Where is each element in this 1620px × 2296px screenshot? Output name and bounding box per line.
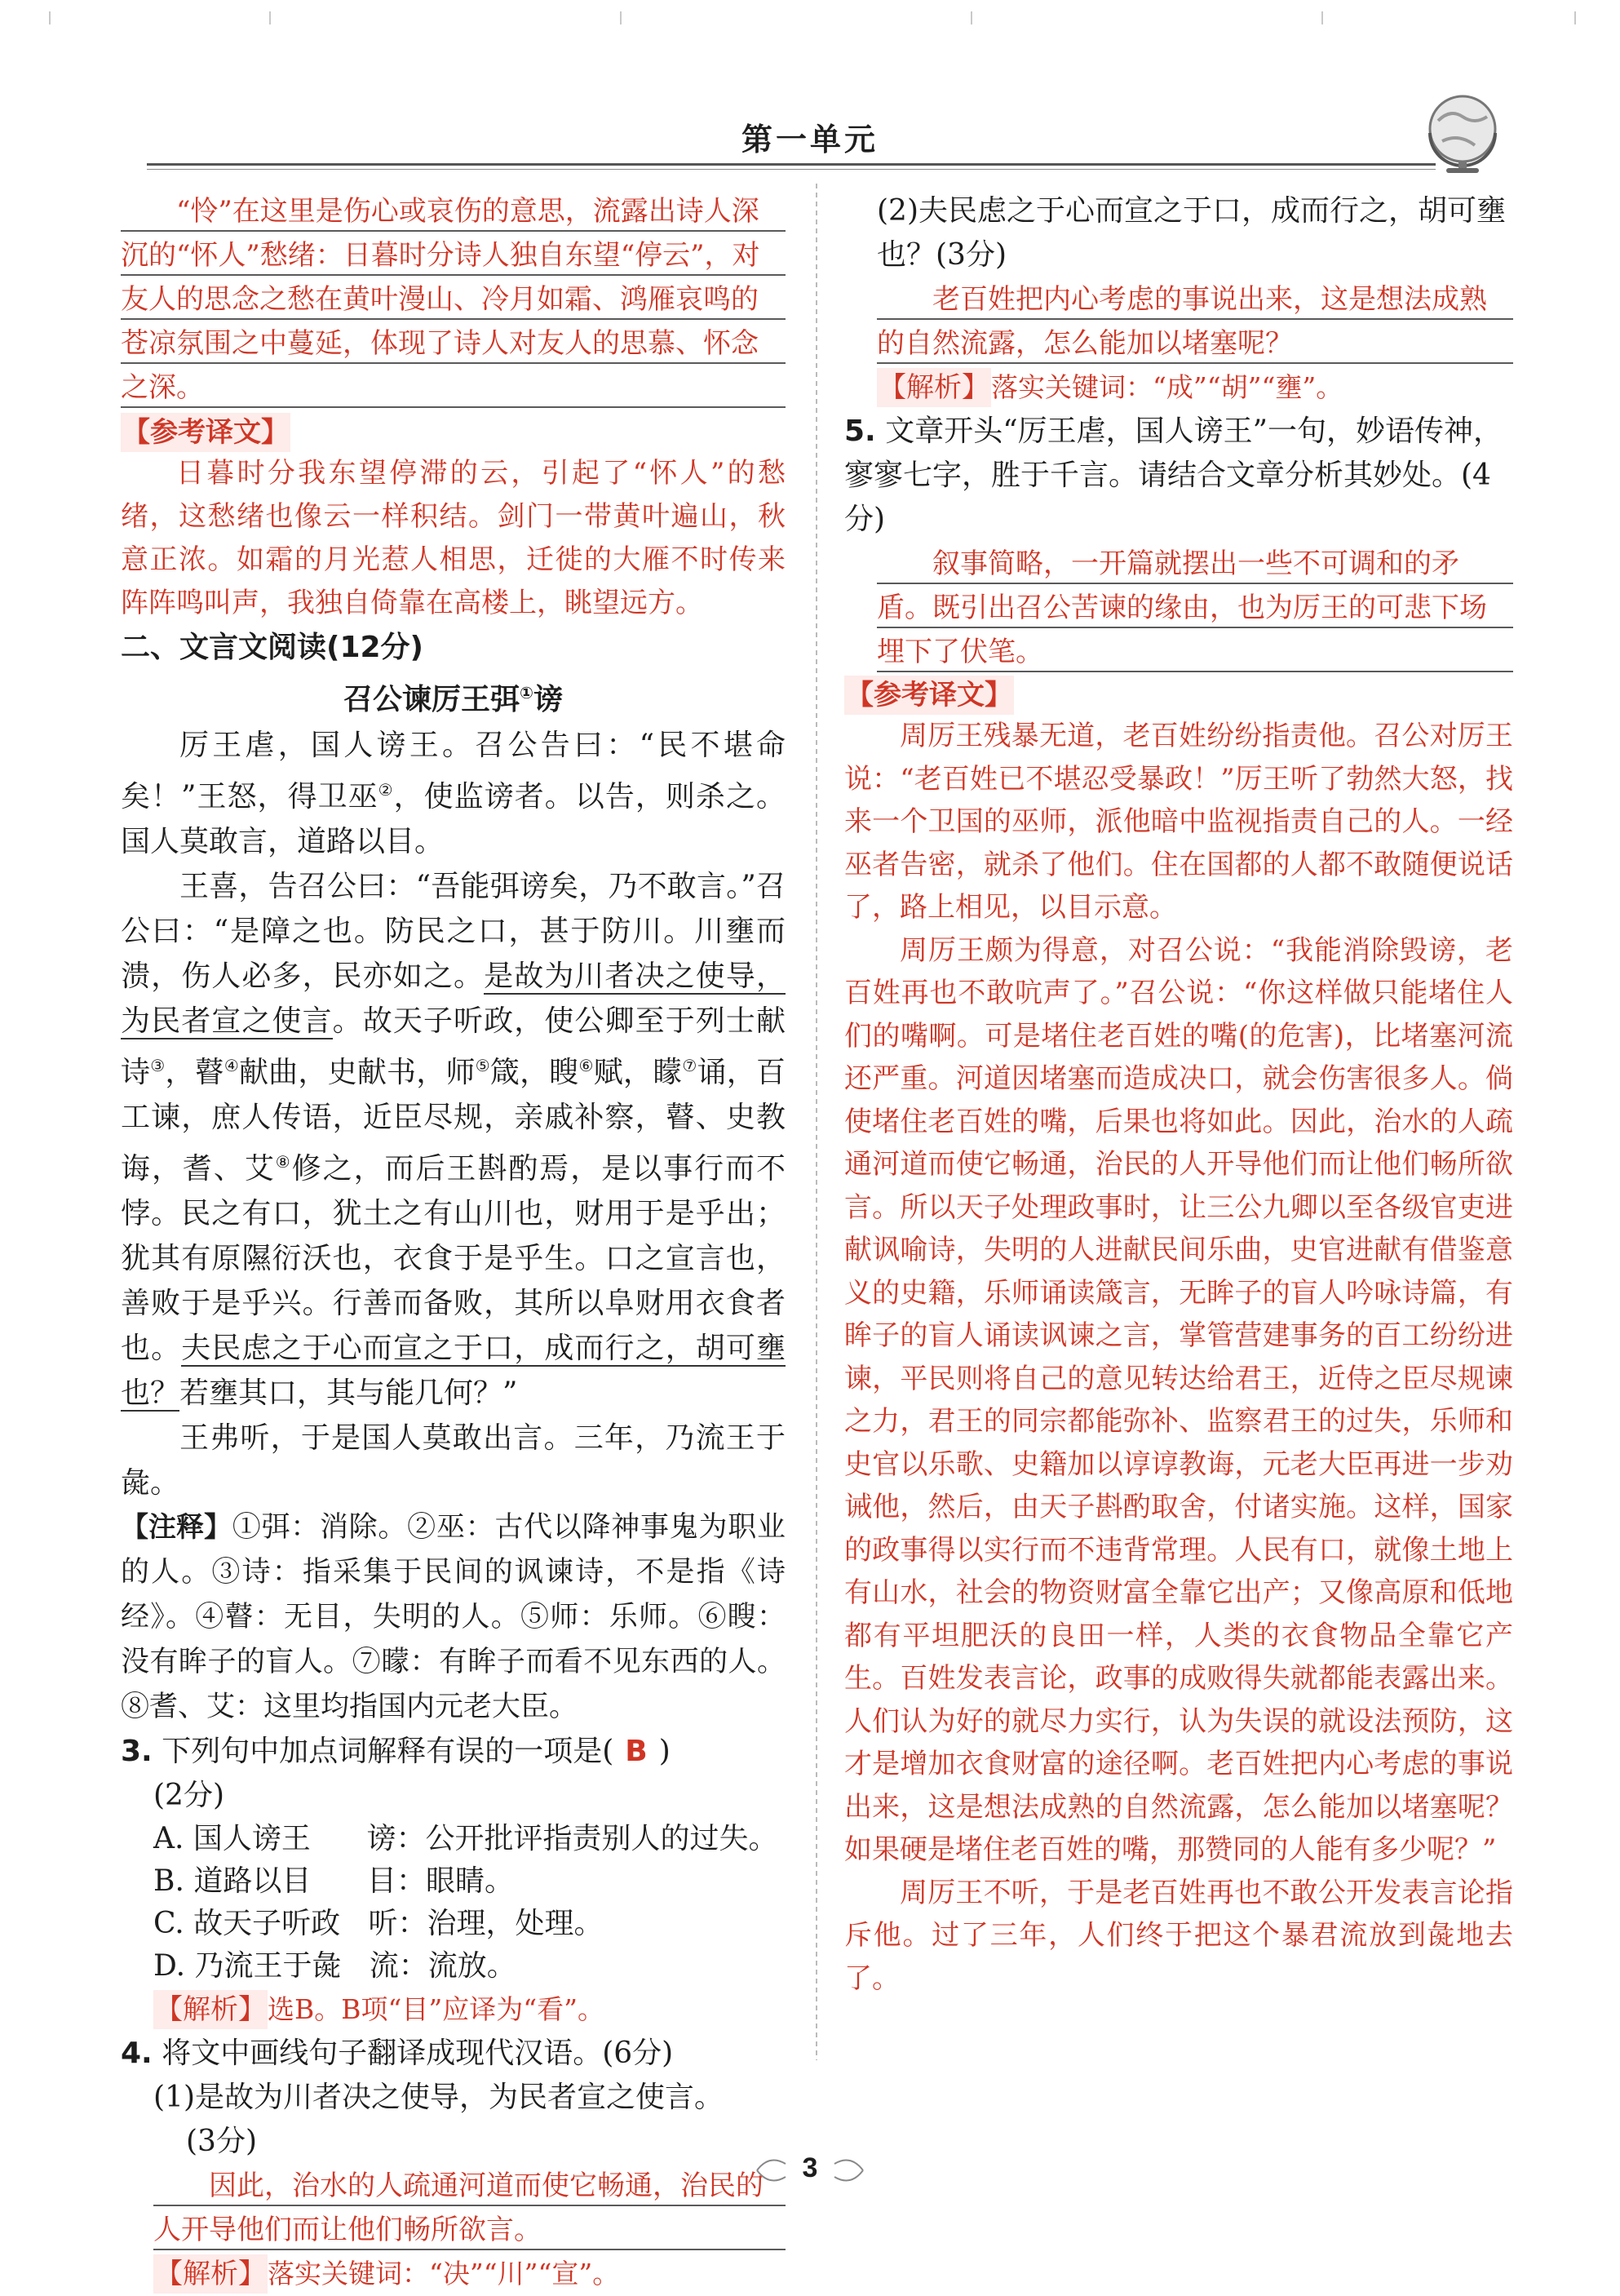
- option-c: C. 故天子听政 听：治理，处理。: [153, 1907, 604, 1940]
- page-number: 3: [802, 2152, 818, 2183]
- poem-translation: 日暮时分我东望停滞的云，引起了“怀人”的愁绪，这愁绪也像云一样积结。剑门一带黄叶遍山，秋意正浓。如霜的月光惹人相思，迁徙的大雁不时传来阵阵鸣叫声，我独自倚靠在高楼上，眺望远方。: [121, 457, 786, 619]
- crop-mark: [269, 11, 271, 24]
- question-4-1-analysis: 【解析】落实关键词：“决”“川”“宣”。: [121, 2252, 786, 2296]
- crop-mark: [1321, 11, 1323, 24]
- question-3-score: (2分): [153, 1779, 224, 1812]
- translation-paragraph-1: 周厉王残暴无道，老百姓纷纷指责他。召公对厉王说：“老百姓已不堪忍受暴政！”厉王听了勃然大怒，找来一个卫国的巫师，派他暗中监视指责自己的人。一经巫者告密，就杀了他们。住在国都的人都不敢随便说话了，路上相见，以目示意。: [844, 720, 1513, 924]
- option-b: B. 道路以目 目：眼睛。: [153, 1864, 515, 1898]
- passage-title: 召公谏厉王弭①谤: [343, 683, 563, 716]
- notes: 【注释】①弭：消除。②巫：古代以降神事鬼为职业的人。③诗：指采集于民间的讽谏诗，不是指《诗经》。④瞽：无目，失明的人。⑤师：乐师。⑥瞍：没有眸子的盲人。⑦矇：有眸子而看不见东西的人。⑧耆、艾：这里均指国内元老大臣。: [121, 1511, 786, 1723]
- header-rule-thin: [147, 169, 1436, 170]
- question-4-1: (1)是故为川者决之使导，为民者宣之使言。: [153, 2081, 724, 2114]
- crop-mark: [620, 11, 622, 24]
- translation-paragraph-3: 周厉王不听，于是老百姓再也不敢公开发表言论指斥他。过了三年，人们终于把这个暴君流放到彘地去了。: [844, 1876, 1513, 1995]
- question-4-2: (2)夫民虑之于心而宣之于口，成而行之，胡可壅也？(3分): [877, 194, 1506, 272]
- poem-analysis-answer: “怜”在这里是伤心或哀伤的意思，流露出诗人深沉的“怀人”愁绪：日暮时分诗人独自东望“停云”，对友人的思念之愁在黄叶漫山、冷月如霜、鸿雁哀鸣的苍凉氛围之中蔓延，体现了诗人对友人的思慕、怀念之深。: [121, 189, 786, 410]
- underlined-sentence-1: 是故为川者决之使导，为民者宣之使言: [121, 960, 786, 1038]
- passage-paragraph-1: 厉王虐，国人谤王。召公告曰：“民不堪命矣！”王怒，得卫巫②，使监谤者。以告，则杀之。国人莫敢言，道路以目。: [121, 729, 786, 858]
- question-4-2-answer: 老百姓把内心考虑的事说出来，这是想法成熟的自然流露，怎么能加以堵塞呢？: [877, 277, 1513, 366]
- question-5: 5. 文章开头“厉王虐，国人谤王”一句，妙语传神，寥寥七字，胜于千言。请结合文章分析其妙处。(4分): [844, 414, 1503, 536]
- right-column: [844, 189, 1513, 2000]
- passage-paragraph-3: 王弗听，于是国人莫敢出言。三年，乃流王于彘。: [121, 1421, 786, 1500]
- question-3-answer: B: [625, 1735, 648, 1768]
- left-column: [121, 189, 786, 2296]
- option-d: D. 乃流王于彘 流：流放。: [153, 1949, 516, 1983]
- reference-translation-tag-2: 【参考译文】: [844, 676, 1014, 715]
- question-3: 3. 下列句中加点词解释有误的一项是( B ): [121, 1735, 671, 1768]
- header-rule: [147, 163, 1436, 166]
- question-4-2-analysis: 【解析】落实关键词：“成”“胡”“壅”。: [844, 366, 1513, 410]
- question-3-analysis: 【解析】选B。B项“目”应译为“看”。: [121, 1988, 786, 2032]
- column-divider: [816, 184, 817, 2060]
- unit-title: 第一单元: [741, 121, 879, 157]
- translation-paragraph-2: 周厉王颇为得意，对召公说：“我能消除毁谤，老百姓再也不敢吭声了。”召公说：“你这样做只能堵住人们的嘴啊。可是堵住老百姓的嘴(的危害)，比堵塞河流还严重。河道因堵塞而造成决口，就会伤害很多人。倘使堵住老百姓的嘴，后果也将如此。因此，治水的人疏通河道而使它畅通，治民的人开导他们而让他们畅所欲言。所以天子处理政事时，让三公九卿以至各级官吏进献讽喻诗，失明的人进献民间乐曲，史官进献有借鉴意义的史籍，乐师诵读箴言，无眸子的盲人吟咏诗篇，有眸子的盲人诵读讽谏之言，掌管营建事务的百工纷纷进谏，平民则将自己的意见转达给君王，近侍之臣尽规谏之力，君王的同宗都能弥补、监察君王的过失，乐师和史官以乐歌、史籍加以谆谆教诲，元老大臣再进一步劝诫他，然后，由天子斟酌取舍，付诸实施。这样，国家的政事得以实行而不违背常理。人民有口，就像土地上有山水，社会的物资财富全靠它出产；又像高原和低地都有平坦肥沃的良田一样，人类的衣食物品全靠它产生。百姓发表言论，政事的成败得失就都能表露出来。人们认为好的就尽力实行，认为失误的就设法预防，这才是增加衣食财富的途径啊。老百姓把内心考虑的事说出来，这是想法成熟的自然流露，怎么能加以堵塞呢？如果硬是堵住老百姓的嘴，那赞同的人能有多少呢？”: [844, 933, 1513, 1866]
- globe-icon: [1418, 88, 1507, 178]
- crop-mark: [49, 11, 51, 24]
- question-5-answer: 叙事简略，一开篇就摆出一些不可调和的矛盾。既引出召公苦谏的缘由，也为厉王的可悲下场埋下了伏笔。: [877, 542, 1513, 674]
- question-4-1-score: (3分): [186, 2125, 257, 2158]
- question-4: 4. 将文中画线句子翻译成现代汉语。(6分): [121, 2037, 674, 2070]
- underlined-sentence-2: 夫民虑之于心而宣之于口，成而行之，胡可壅也？: [121, 1332, 786, 1410]
- crop-mark: [971, 11, 972, 24]
- option-a: A. 国人谤王 谤：公开批评指责别人的过失。: [153, 1822, 778, 1855]
- reference-translation-tag: 【参考译文】: [121, 413, 290, 452]
- crop-mark: [1574, 11, 1576, 24]
- question-4-1-answer: 因此，治水的人疏通河道而使它畅通，治民的人开导他们而让他们畅所欲言。: [153, 2164, 786, 2252]
- section-heading: 二、文言文阅读(12分): [121, 631, 424, 664]
- passage-paragraph-2: 王喜，告召公曰：“吾能弭谤矣，乃不敢言。”召公曰：“是障之也。防民之口，甚于防川。川壅而溃，伤人必多，民亦如之。是故为川者决之使导，为民者宣之使言。故天子听政，使公卿至于列士献诗③，瞽④献曲，史献书，师⑤箴，瞍⑥赋，矇⑦诵，百工谏，庶人传语，近臣尽规，亲戚补察，瞽、史教诲，耆、艾⑧修之，而后王斟酌焉，是以事行而不悖。民之有口，犹土之有山川也，财用于是乎出；犹其有原隰衍沃也，衣食于是乎生。口之宣言也，善败于是乎兴。行善而备败，其所以阜财用衣食者也。夫民虑之于心而宣之于口，成而行之，胡可壅也？若壅其口，其与能几何？”: [121, 870, 786, 1410]
